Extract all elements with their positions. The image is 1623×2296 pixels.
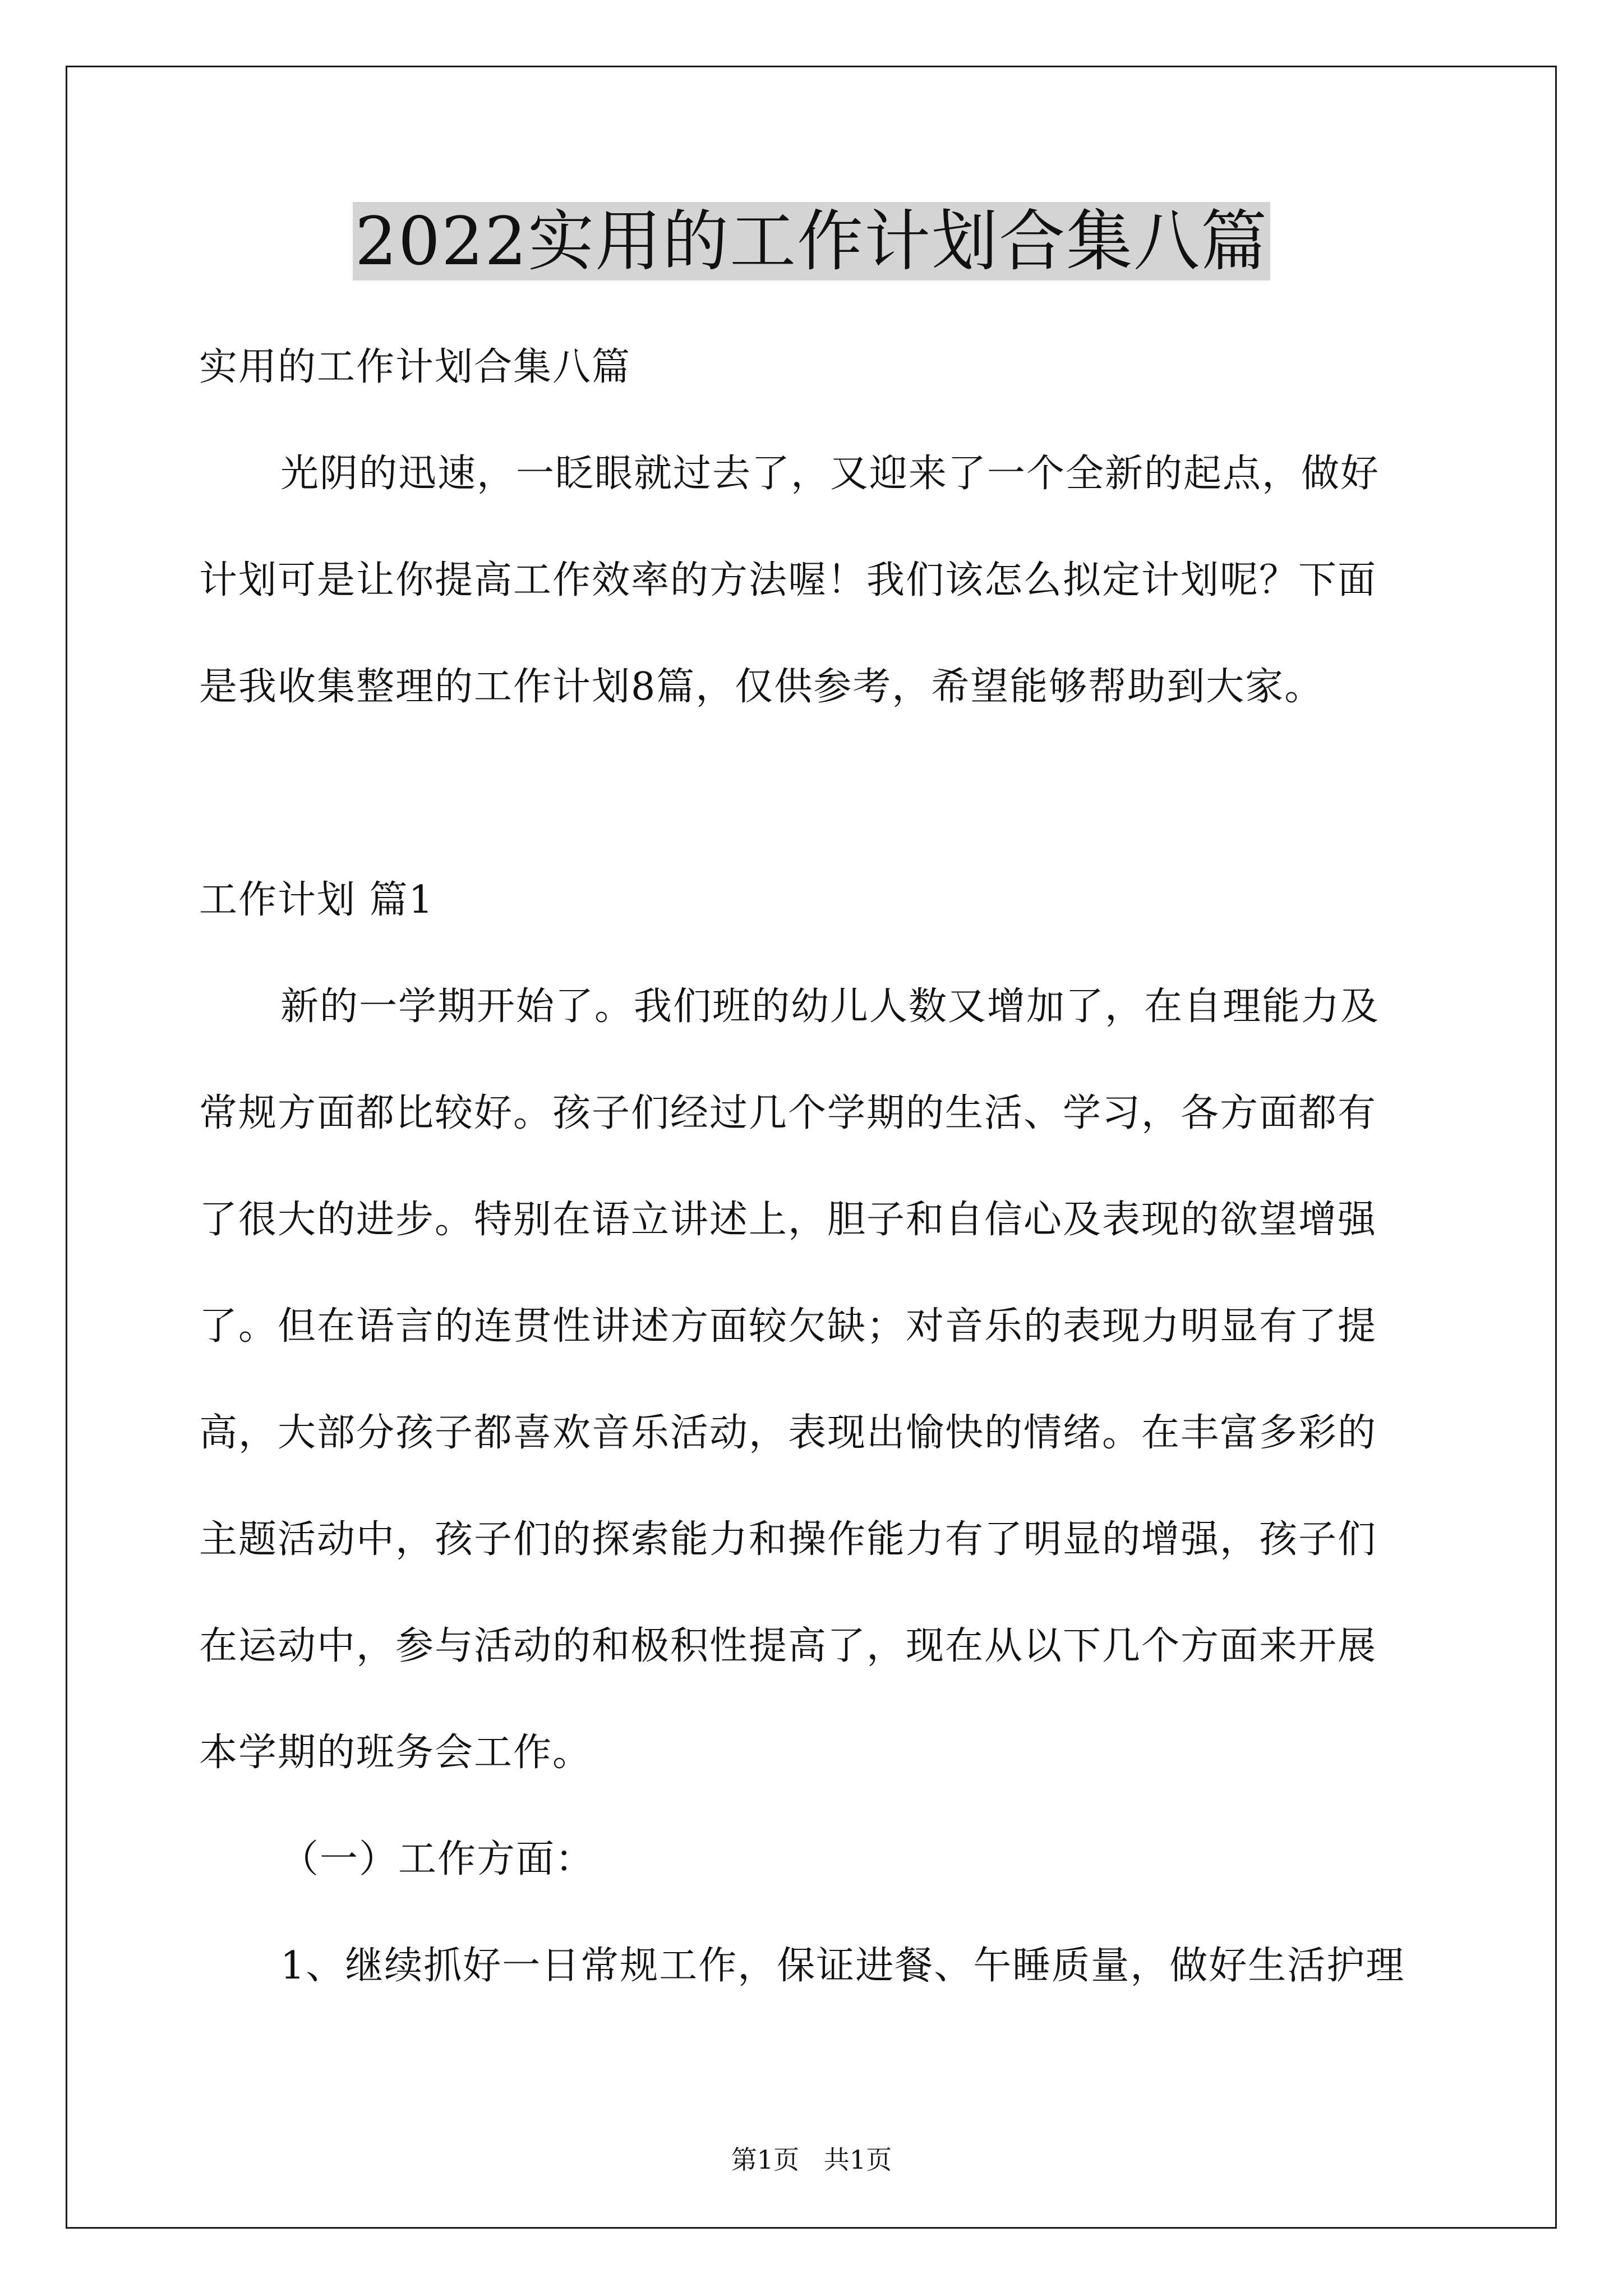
section-line: 在运动中，参与活动的和极积性提高了，现在从以下几个方面来开展 <box>199 1624 1377 1668</box>
document-body <box>199 314 1433 2019</box>
subtitle: 实用的工作计划合集八篇 <box>199 345 631 389</box>
intro-line: 计划可是让你提高工作效率的方法喔！我们该怎么拟定计划呢？下面 <box>199 558 1377 602</box>
section-line: 了很大的进步。特别在语立讲述上，胆子和自信心及表现的欲望增强 <box>199 1198 1377 1242</box>
document-title: 2022实用的工作计划合集八篇 <box>353 202 1270 280</box>
intro-line: 光阴的迅速，一眨眼就过去了，又迎来了一个全新的起点，做好 <box>280 452 1380 496</box>
paragraph-gap <box>199 740 1433 847</box>
page-footer: 第1页 共1页 <box>731 2145 892 2175</box>
section-line: 主题活动中，孩子们的探索能力和操作能力有了明显的增强，孩子们 <box>199 1517 1377 1562</box>
section-line: 高，大部分孩子都喜欢音乐活动，表现出愉快的情绪。在丰富多彩的 <box>199 1411 1377 1455</box>
intro-line: 是我收集整理的工作计划8篇，仅供参考，希望能够帮助到大家。 <box>199 665 1324 709</box>
section-line: 本学期的班务会工作。 <box>199 1731 592 1775</box>
section-line: 了。但在语言的连贯性讲述方面较欠缺；对音乐的表现力明显有了提 <box>199 1304 1377 1349</box>
section-heading: 工作计划 篇1 <box>199 878 434 922</box>
section-line: 新的一学期开始了。我们班的幼儿人数又增加了，在自理能力及 <box>280 984 1380 1029</box>
title-container <box>0 202 1623 280</box>
subheading: （一）工作方面： <box>280 1837 595 1881</box>
list-item: 1、继续抓好一日常规工作，保证进餐、午睡质量，做好生活护理 <box>280 1944 1405 1988</box>
section-line: 常规方面都比较好。孩子们经过几个学期的生活、学习，各方面都有 <box>199 1091 1377 1135</box>
